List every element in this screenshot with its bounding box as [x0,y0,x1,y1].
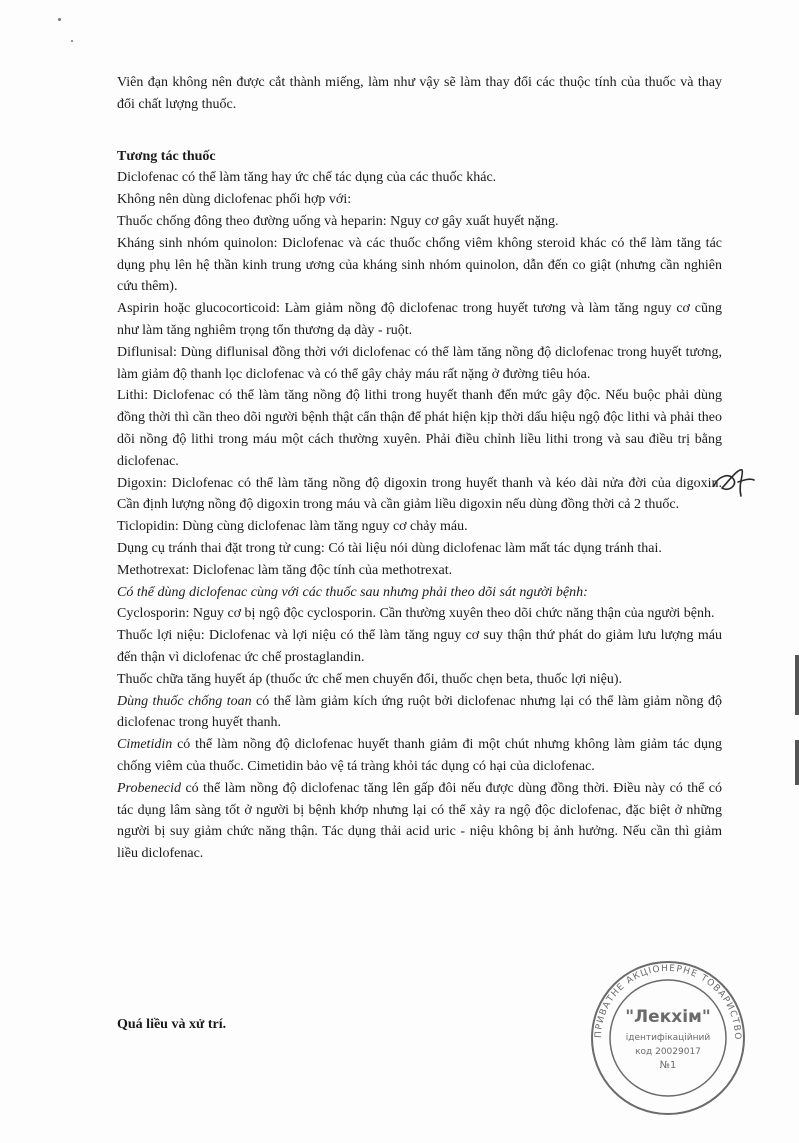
antacid-text: có thể làm giảm kích ứng ruột bởi diclofenac nhưng lại có thể làm giảm nồng độ diclofenac trong huyết thanh. [117,693,722,731]
stamp-ring-text: ПРИВАТНЕ АКЦІОНЕРНЕ ТОВАРИСТВО [593,963,743,1041]
document-body [117,72,722,865]
section-heading-overdose: Quá liều và xử trí. [117,1017,227,1032]
interaction-item: Dụng cụ tránh thai đặt trong tử cung: Có tài liệu nói dùng diclofenac làm mất tác dụng tránh thai. [117,540,662,556]
interaction-item: Methotrexat: Diclofenac làm tăng độc tính của methotrexat. [117,562,453,578]
stamp-line-1: ідентифікаційний [625,1033,711,1043]
interaction-item: Aspirin hoặc glucocorticoid: Làm giảm nồng độ diclofenac trong huyết tương và làm tăng nguy cơ cũng như làm tăng nghiêm trọng tổn thương dạ dày - ruột. [117,301,722,338]
scan-edge-mark [795,740,799,785]
antacid-lead: Dùng thuốc chống toan [117,693,252,709]
antacid-paragraph [117,691,722,735]
cimetidin-text: có thể làm nồng độ diclofenac huyết thanh giảm đi một chút nhưng không làm giảm tác dụng chống viêm của thuốc. Cimetidin bảo vệ tá tràng khỏi tác dụng có hại của diclofenac. [117,737,722,774]
svg-text:ПРИВАТНЕ АКЦІОНЕРНЕ ТОВАРИСТВО [594,964,742,1041]
interaction-item: Diflunisal: Dùng diflunisal đồng thời với diclofenac có thể làm tăng nồng độ diclofenac trong huyết tương, làm giảm độ thanh lọc diclofenac và có thể gây chảy máu rất nặng ở đường tiêu hóa. [117,344,722,382]
interaction-item: Kháng sinh nhóm quinolon: Diclofenac và các thuốc chống viêm không steroid khác có thể làm tăng tác dụng phụ lên hệ thần kinh trung ương của kháng sinh nhóm quinolon, dẫn đến co giật (nhưng cần nghiên cứu thêm). [117,235,722,295]
stamp-number: №1 [659,1060,677,1071]
monitor-item: Thuốc chữa tăng huyết áp (thuốc ức chế men chuyển đổi, thuốc chẹn beta, thuốc lợi niệu). [117,671,623,687]
stamp-company-name: "Лекхім" [625,1007,711,1027]
interaction-item: Lithi: Diclofenac có thể làm tăng nồng độ lithi trong huyết thanh đến mức gây độc. Nếu buộc phải dùng đồng thời thì cần theo dõi người bệnh thật cẩn thận để phát hiện kịp thời dấu hiệu ngộ độc lithi và phải theo dõi nồng độ lithi trong máu một cách thường xuyên. Phải điều chỉnh liều lithi trong và sau điều trị bằng diclofenac. [117,388,722,469]
general-note: Diclofenac có thể làm tăng hay ức chế tác dụng của các thuốc khác. [117,170,497,186]
probenecid-text: có thể làm nồng độ diclofenac tăng lên gấp đôi nếu được dùng đồng thời. Điều này có thể có tác dụng lâm sàng tốt ở người bị bệnh khớp nhưng lại có thể xảy ra ngộ độc diclofenac, đặc biệt ở những người bị suy giảm chức năng thận. Tác dụng thải acid uric - niệu không bị ảnh hưởng. Nếu cần thì giảm liều diclofenac. [117,780,722,862]
probenecid-lead: Probenecid [117,780,182,796]
interaction-item: Digoxin: Diclofenac có thể làm tăng nồng độ digoxin trong huyết thanh và kéo dài nửa đời của digoxin. Cần định lượng nồng độ digoxin trong máu và cần giảm liều digoxin nếu dùng đồng thời cả 2 thuốc. [117,475,722,513]
probenecid-paragraph [117,778,722,865]
monitor-item: Cyclosporin: Nguy cơ bị ngộ độc cyclosporin. Cần thường xuyên theo dõi chức năng thận của người bệnh. [117,606,715,622]
section-heading-interactions: Tương tác thuốc [117,148,216,164]
interaction-item: Thuốc chống đông theo đường uống và heparin: Nguy cơ gây xuất huyết nặng. [117,213,559,229]
scan-speck [71,40,73,42]
monitor-item: Thuốc lợi niệu: Diclofenac và lợi niệu có thể làm tăng nguy cơ suy thận thứ phát do giảm lưu lượng máu đến thận vì diclofenac ức chế prostaglandin. [117,628,722,665]
cimetidin-lead: Cimetidin [117,737,173,753]
scan-speck [58,18,61,21]
interaction-item: Ticlopidin: Dùng cùng diclofenac làm tăng nguy cơ chảy máu. [117,519,468,535]
intro-paragraph: Viên đạn không nên được cắt thành miếng, làm như vậy sẽ làm thay đổi các thuộc tính của thuốc và thay đổi chất lượng thuốc. [117,75,722,112]
not-combine-intro: Không nên dùng diclofenac phối hợp với: [117,192,352,208]
scan-edge-mark [795,655,799,715]
handwritten-signature [708,462,756,502]
company-stamp [588,958,748,1118]
cimetidin-paragraph [117,734,722,778]
monitor-intro: Có thể dùng diclofenac cùng với các thuốc sau nhưng phải theo dõi sát người bệnh: [117,584,588,600]
stamp-line-2: код 20029017 [635,1047,701,1057]
